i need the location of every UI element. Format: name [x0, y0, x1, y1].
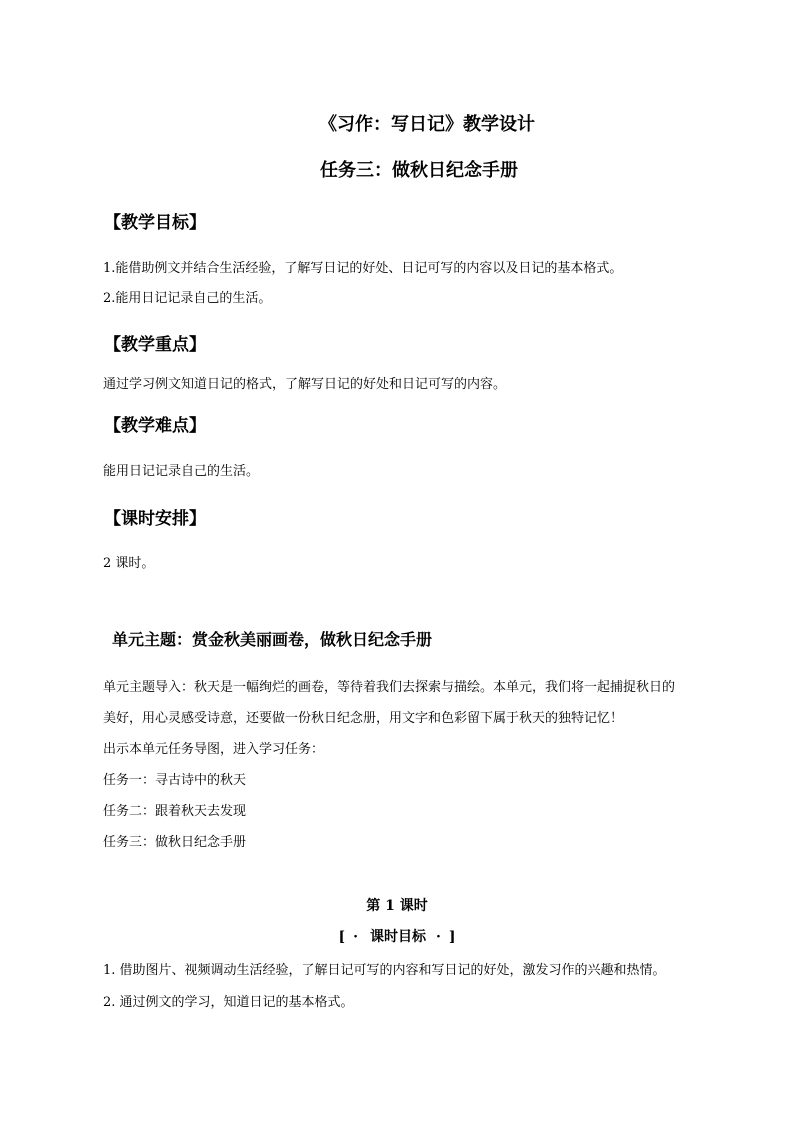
lesson-goal-item: 1. 借助图片、视频调动生活经验，了解日记可写的内容和写日记的好处，激发习作的兴趣和热情。	[103, 963, 666, 978]
teaching-goal-item: 2.能用日记记录自己的生活。	[103, 291, 272, 306]
unit-intro-line: 美好，用心灵感受诗意，还要做一份秋日纪念册，用文字和色彩留下属于秋天的独特记忆！	[103, 711, 624, 726]
unit-theme: 单元主题：赏金秋美丽画卷，做秋日纪念手册	[112, 630, 433, 649]
teaching-goal-item: 1.能借助例文并结合生活经验，了解写日记的好处、日记可写的内容以及日记的基本格式。	[103, 261, 623, 276]
task-item: 任务三：做秋日纪念手册	[103, 835, 247, 850]
document-title: 《习作：写日记》教学设计	[319, 114, 535, 135]
teaching-key-points-text: 通过学习例文知道日记的格式，了解写日记的好处和日记可写的内容。	[103, 377, 507, 392]
task-subtitle: 任务三：做秋日纪念手册	[320, 160, 518, 181]
left-bracket: [	[338, 929, 346, 945]
schedule-text: 2 课时。	[103, 556, 155, 571]
task-intro: 出示本单元任务导图，进入学习任务：	[103, 742, 325, 757]
lesson-goal-item: 2. 通过例文的学习，知道日记的基本格式。	[103, 995, 354, 1010]
decorative-dot: ·	[436, 929, 441, 945]
task-item: 任务二：跟着秋天去发现	[103, 804, 247, 819]
teaching-goals-heading: 【教学目标】	[104, 213, 206, 233]
teaching-difficulties-text: 能用日记记录自己的生活。	[103, 464, 260, 479]
unit-intro-line: 单元主题导入：秋天是一幅绚烂的画卷，等待着我们去探索与描绘。本单元，我们将一起捕捉秋日的	[103, 680, 676, 695]
decorative-dot: ·	[353, 929, 358, 945]
teaching-difficulties-heading: 【教学难点】	[104, 416, 206, 436]
task-item: 任务一：寻古诗中的秋天	[103, 773, 247, 788]
teaching-key-points-heading: 【教学重点】	[104, 335, 206, 355]
lesson-title: 第 1 课时	[366, 898, 428, 914]
lesson-goal-label: 课时目标	[370, 929, 426, 945]
lesson-goal-heading	[0, 928, 794, 946]
schedule-heading: 【课时安排】	[104, 509, 206, 529]
right-bracket: ]	[448, 929, 456, 945]
